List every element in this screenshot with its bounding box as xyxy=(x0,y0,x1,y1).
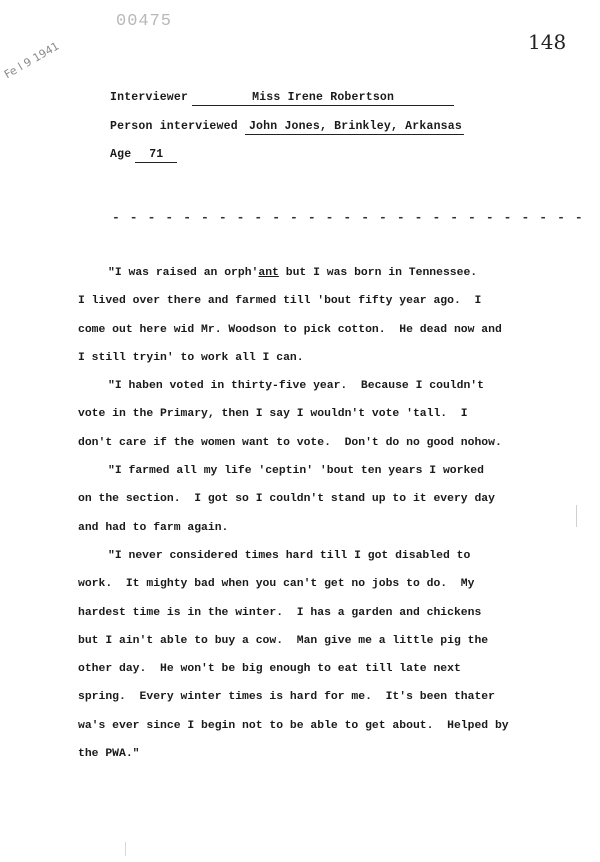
underlined-word: ant xyxy=(258,267,279,279)
text-line: I still tryin' to work all I can. xyxy=(78,351,304,364)
paper-margin-mark xyxy=(125,842,126,856)
text-fragment: but I was born in Tennessee. xyxy=(278,267,478,279)
interview-transcript xyxy=(78,259,509,768)
person-interviewed-line xyxy=(110,120,464,135)
dashed-separator: - - - - - - - - - - - - - - - - - - - - - - - - - - - xyxy=(112,210,584,225)
page-number: 148 xyxy=(528,30,567,54)
age-label: Age xyxy=(110,148,132,161)
text-line: I lived over there and farmed till 'bout fifty year ago. I xyxy=(78,295,482,308)
text-line: work. It mighty bad when you can't get no jobs to do. My xyxy=(78,578,475,591)
text-line: "I farmed all my life 'ceptin' 'bout ten years I worked xyxy=(108,465,484,478)
age-value: 71 xyxy=(135,148,177,163)
text-line: "I never considered times hard till I got disabled to xyxy=(108,549,471,562)
text-line: but I ain't able to buy a cow. Man give me a little pig the xyxy=(78,634,489,647)
text-line: vote in the Primary, then I say I wouldn't vote 'tall. I xyxy=(78,408,468,421)
text-line: and had to farm again. xyxy=(78,521,229,534)
text-line: "I haben voted in thirty-five year. Because I couldn't xyxy=(108,380,484,393)
interviewer-line xyxy=(110,91,454,106)
handwritten-margin-note: Fe l 9 1941 xyxy=(2,39,62,82)
paper-margin-mark xyxy=(576,505,577,527)
text-line: on the section. I got so I couldn't stand up to it every day xyxy=(78,493,495,506)
archive-stamp-number: 00475 xyxy=(116,12,173,31)
text-line: come out here wid Mr. Woodson to pick cotton. He dead now and xyxy=(78,323,502,336)
text-line: don't care if the women want to vote. Don't do no good nohow. xyxy=(78,436,502,449)
text-line: other day. He won't be big enough to eat till late next xyxy=(78,663,461,676)
text-line: wa's ever since I begin not to be able to get about. Helped by xyxy=(78,719,509,732)
age-line xyxy=(110,148,177,163)
text-fragment: "I was raised an orph' xyxy=(108,267,259,279)
text-line xyxy=(78,259,498,287)
interviewer-value: Miss Irene Robertson xyxy=(192,91,454,106)
person-interviewed-value: John Jones, Brinkley, Arkansas xyxy=(245,120,464,135)
text-line: the PWA." xyxy=(78,748,140,761)
person-interviewed-label: Person interviewed xyxy=(110,120,238,133)
text-line: spring. Every winter times is hard for me. It's been thater xyxy=(78,691,495,704)
text-line: hardest time is in the winter. I has a garden and chickens xyxy=(78,606,482,619)
interviewer-label: Interviewer xyxy=(110,91,189,104)
